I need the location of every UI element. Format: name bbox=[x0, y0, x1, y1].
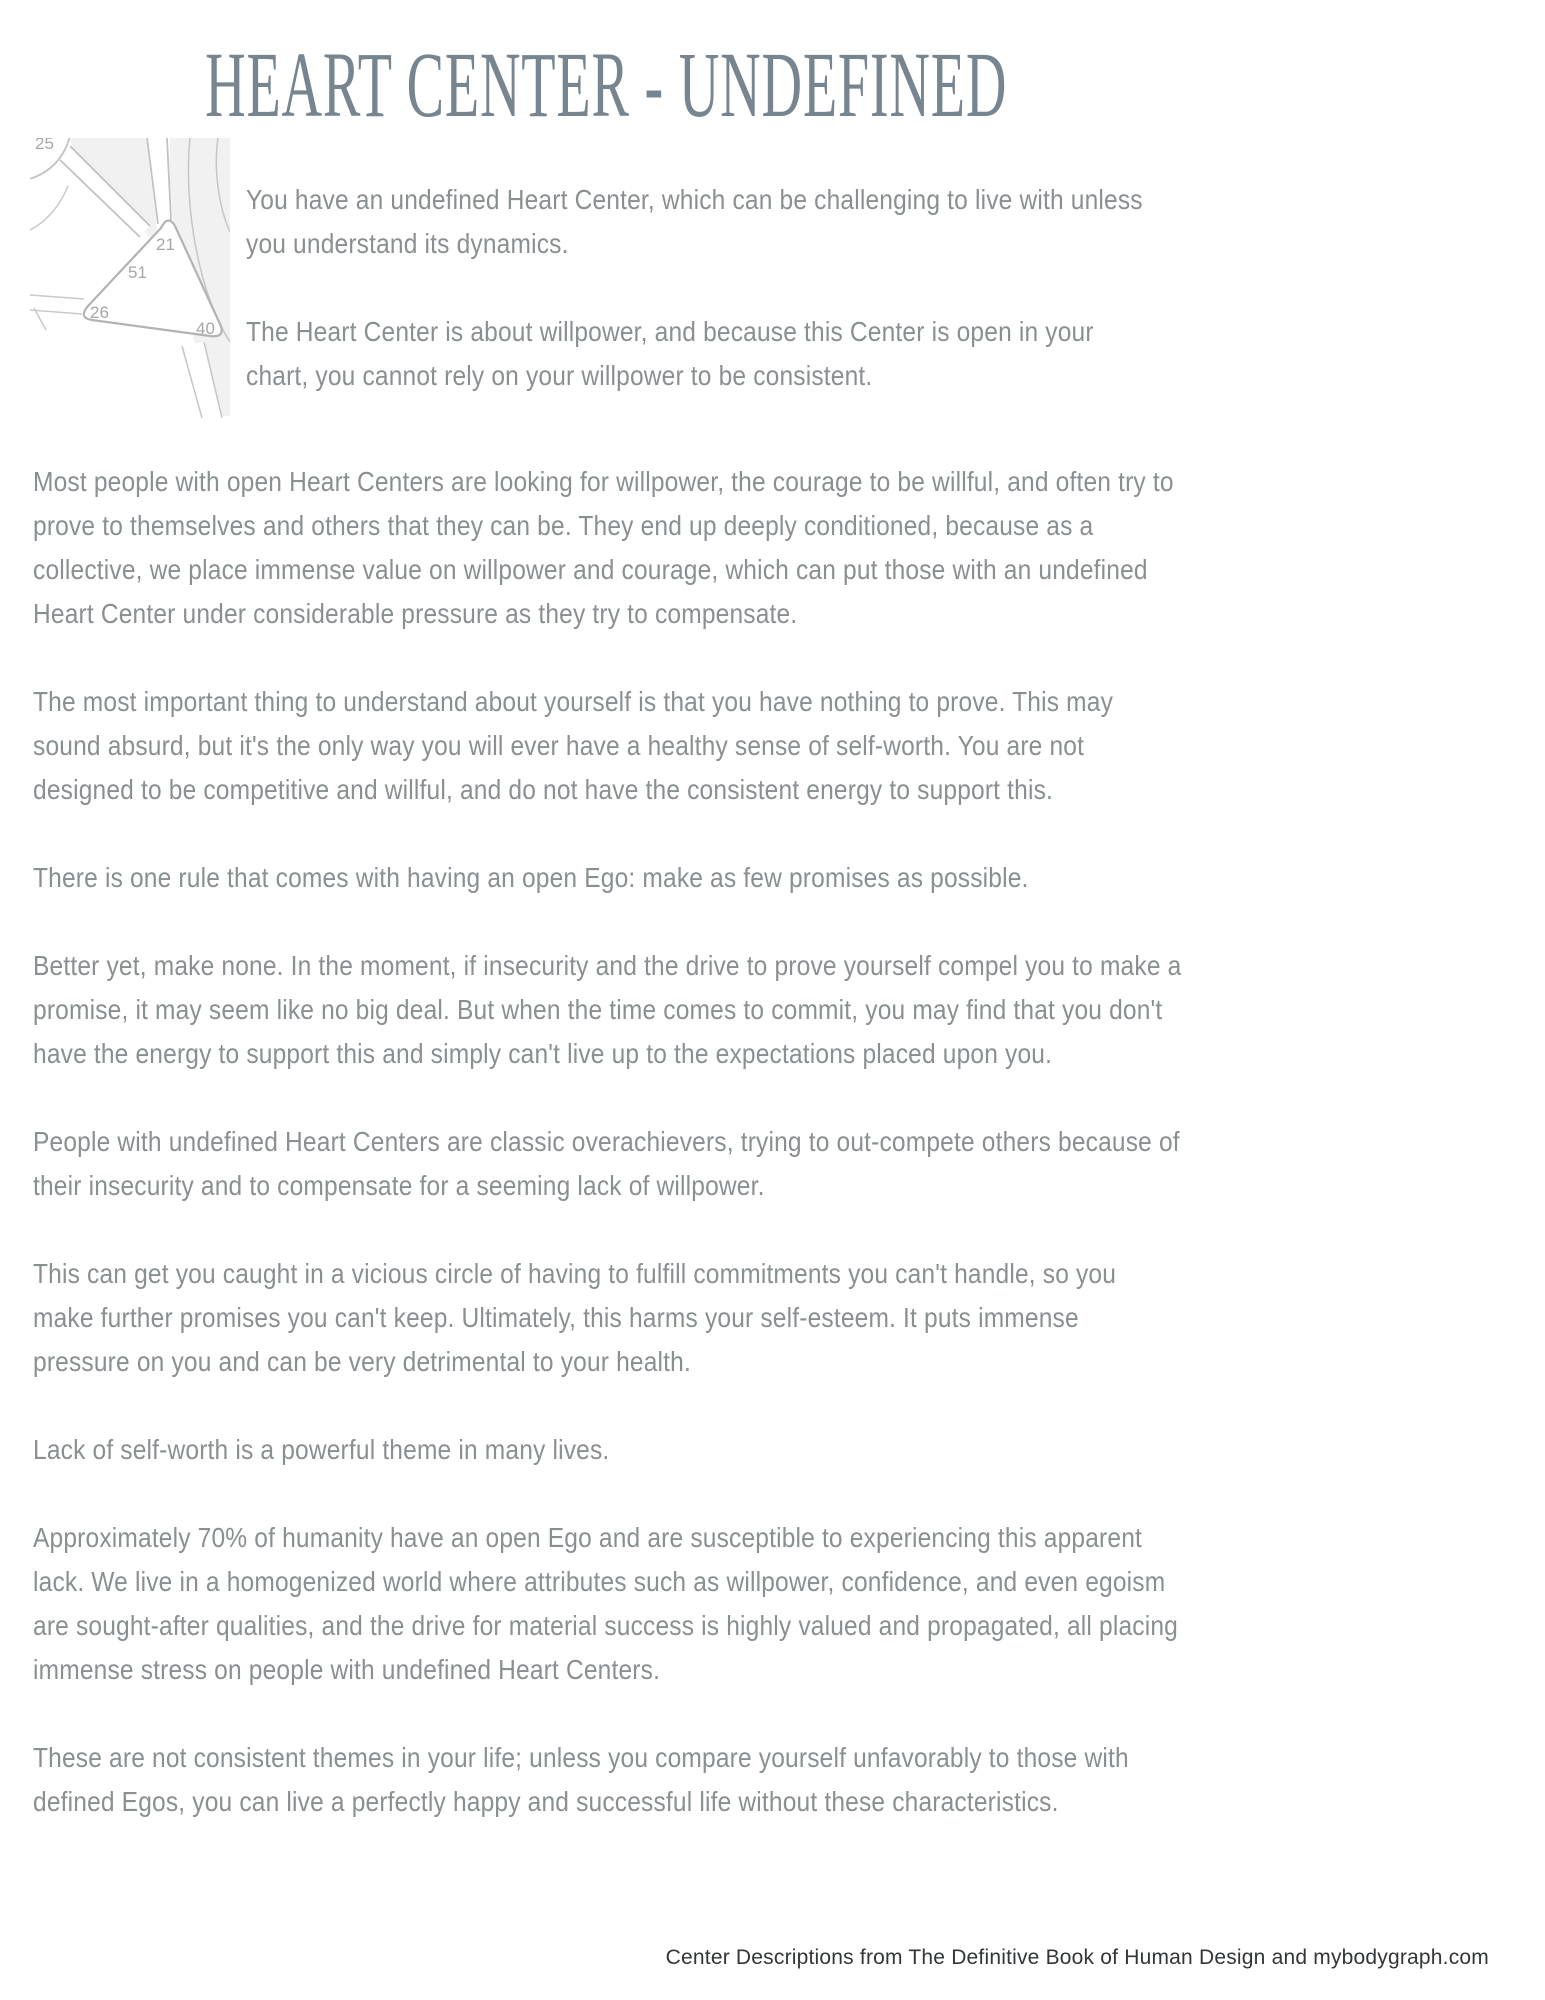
body-paragraph-9: These are not consistent themes in your life; unless you compare yourself unfavorably to those with defined Egos, you can live a perfectly happy and successful life without these characteristics. bbox=[33, 1742, 1129, 1817]
gate-40-label: 40 bbox=[196, 319, 215, 338]
body-paragraph-6: This can get you caught in a vicious circle of having to fulfill commitments you can't handle, so you make further promises you can't keep. Ultimately, this harms your self-esteem. It puts immense pressure on you and can be very detrimental to your health. bbox=[33, 1258, 1117, 1377]
body-paragraph-5: People with undefined Heart Centers are classic overachievers, trying to out-compete others because of their insecurity and to compensate for a seeming lack of willpower. bbox=[33, 1126, 1180, 1201]
page-title-text: HEART CENTER - UNDEFINED bbox=[204, 32, 1008, 137]
footer-credit: Center Descriptions from The Definitive Book of Human Design and mybodygraph.com bbox=[665, 1946, 1489, 1969]
gate-21-label: 21 bbox=[156, 235, 175, 254]
intro-section bbox=[30, 138, 1545, 442]
gate-26-label: 26 bbox=[90, 303, 109, 322]
intro-paragraph-2: The Heart Center is about willpower, and because this Center is open in your chart, you cannot rely on your willpower to be consistent. bbox=[246, 316, 1094, 391]
page-title bbox=[0, 32, 1212, 137]
gate-25-label: 25 bbox=[35, 138, 54, 153]
intro-text-column bbox=[246, 138, 1161, 442]
body-paragraph-8: Approximately 70% of humanity have an open Ego and are susceptible to experiencing this apparent lack. We live in a homogenized world where attributes such as willpower, confidence, and even egoism are sought-after qualities, and the drive for material success is highly valued and propagated, all placing immense stress on people with undefined Heart Centers. bbox=[33, 1522, 1178, 1685]
bodygraph-svg bbox=[30, 138, 230, 418]
body-paragraph-4: Better yet, make none. In the moment, if insecurity and the drive to prove yourself compel you to make a promise, it may seem like no big deal. But when the time comes to commit, you may find that you don't have the energy to support this and simply can't live up to the expectations placed upon you. bbox=[33, 950, 1182, 1069]
body-paragraph-1: Most people with open Heart Centers are looking for willpower, the courage to be willful, and often try to prove to themselves and others that they can be. They end up deeply conditioned, because as a collective, we place immense value on willpower and courage, which can put those with an undefined Heart Center under considerable pressure as they try to compensate. bbox=[33, 466, 1174, 629]
gate-51-label: 51 bbox=[128, 263, 147, 282]
body-paragraph-3: There is one rule that comes with having an open Ego: make as few promises as possible. bbox=[33, 862, 1029, 893]
intro-paragraph-1: You have an undefined Heart Center, which can be challenging to live with unless you understand its dynamics. bbox=[246, 184, 1143, 259]
body-text-column bbox=[33, 460, 1182, 1824]
bodygraph-heart-center-diagram bbox=[30, 138, 230, 418]
body-paragraph-7: Lack of self-worth is a powerful theme in many lives. bbox=[33, 1434, 610, 1465]
body-paragraph-2: The most important thing to understand about yourself is that you have nothing to prove. This may sound absurd, but it's the only way you will ever have a healthy sense of self-worth. You are not designed to be competitive and willful, and do not have the consistent energy to support this. bbox=[33, 686, 1114, 805]
